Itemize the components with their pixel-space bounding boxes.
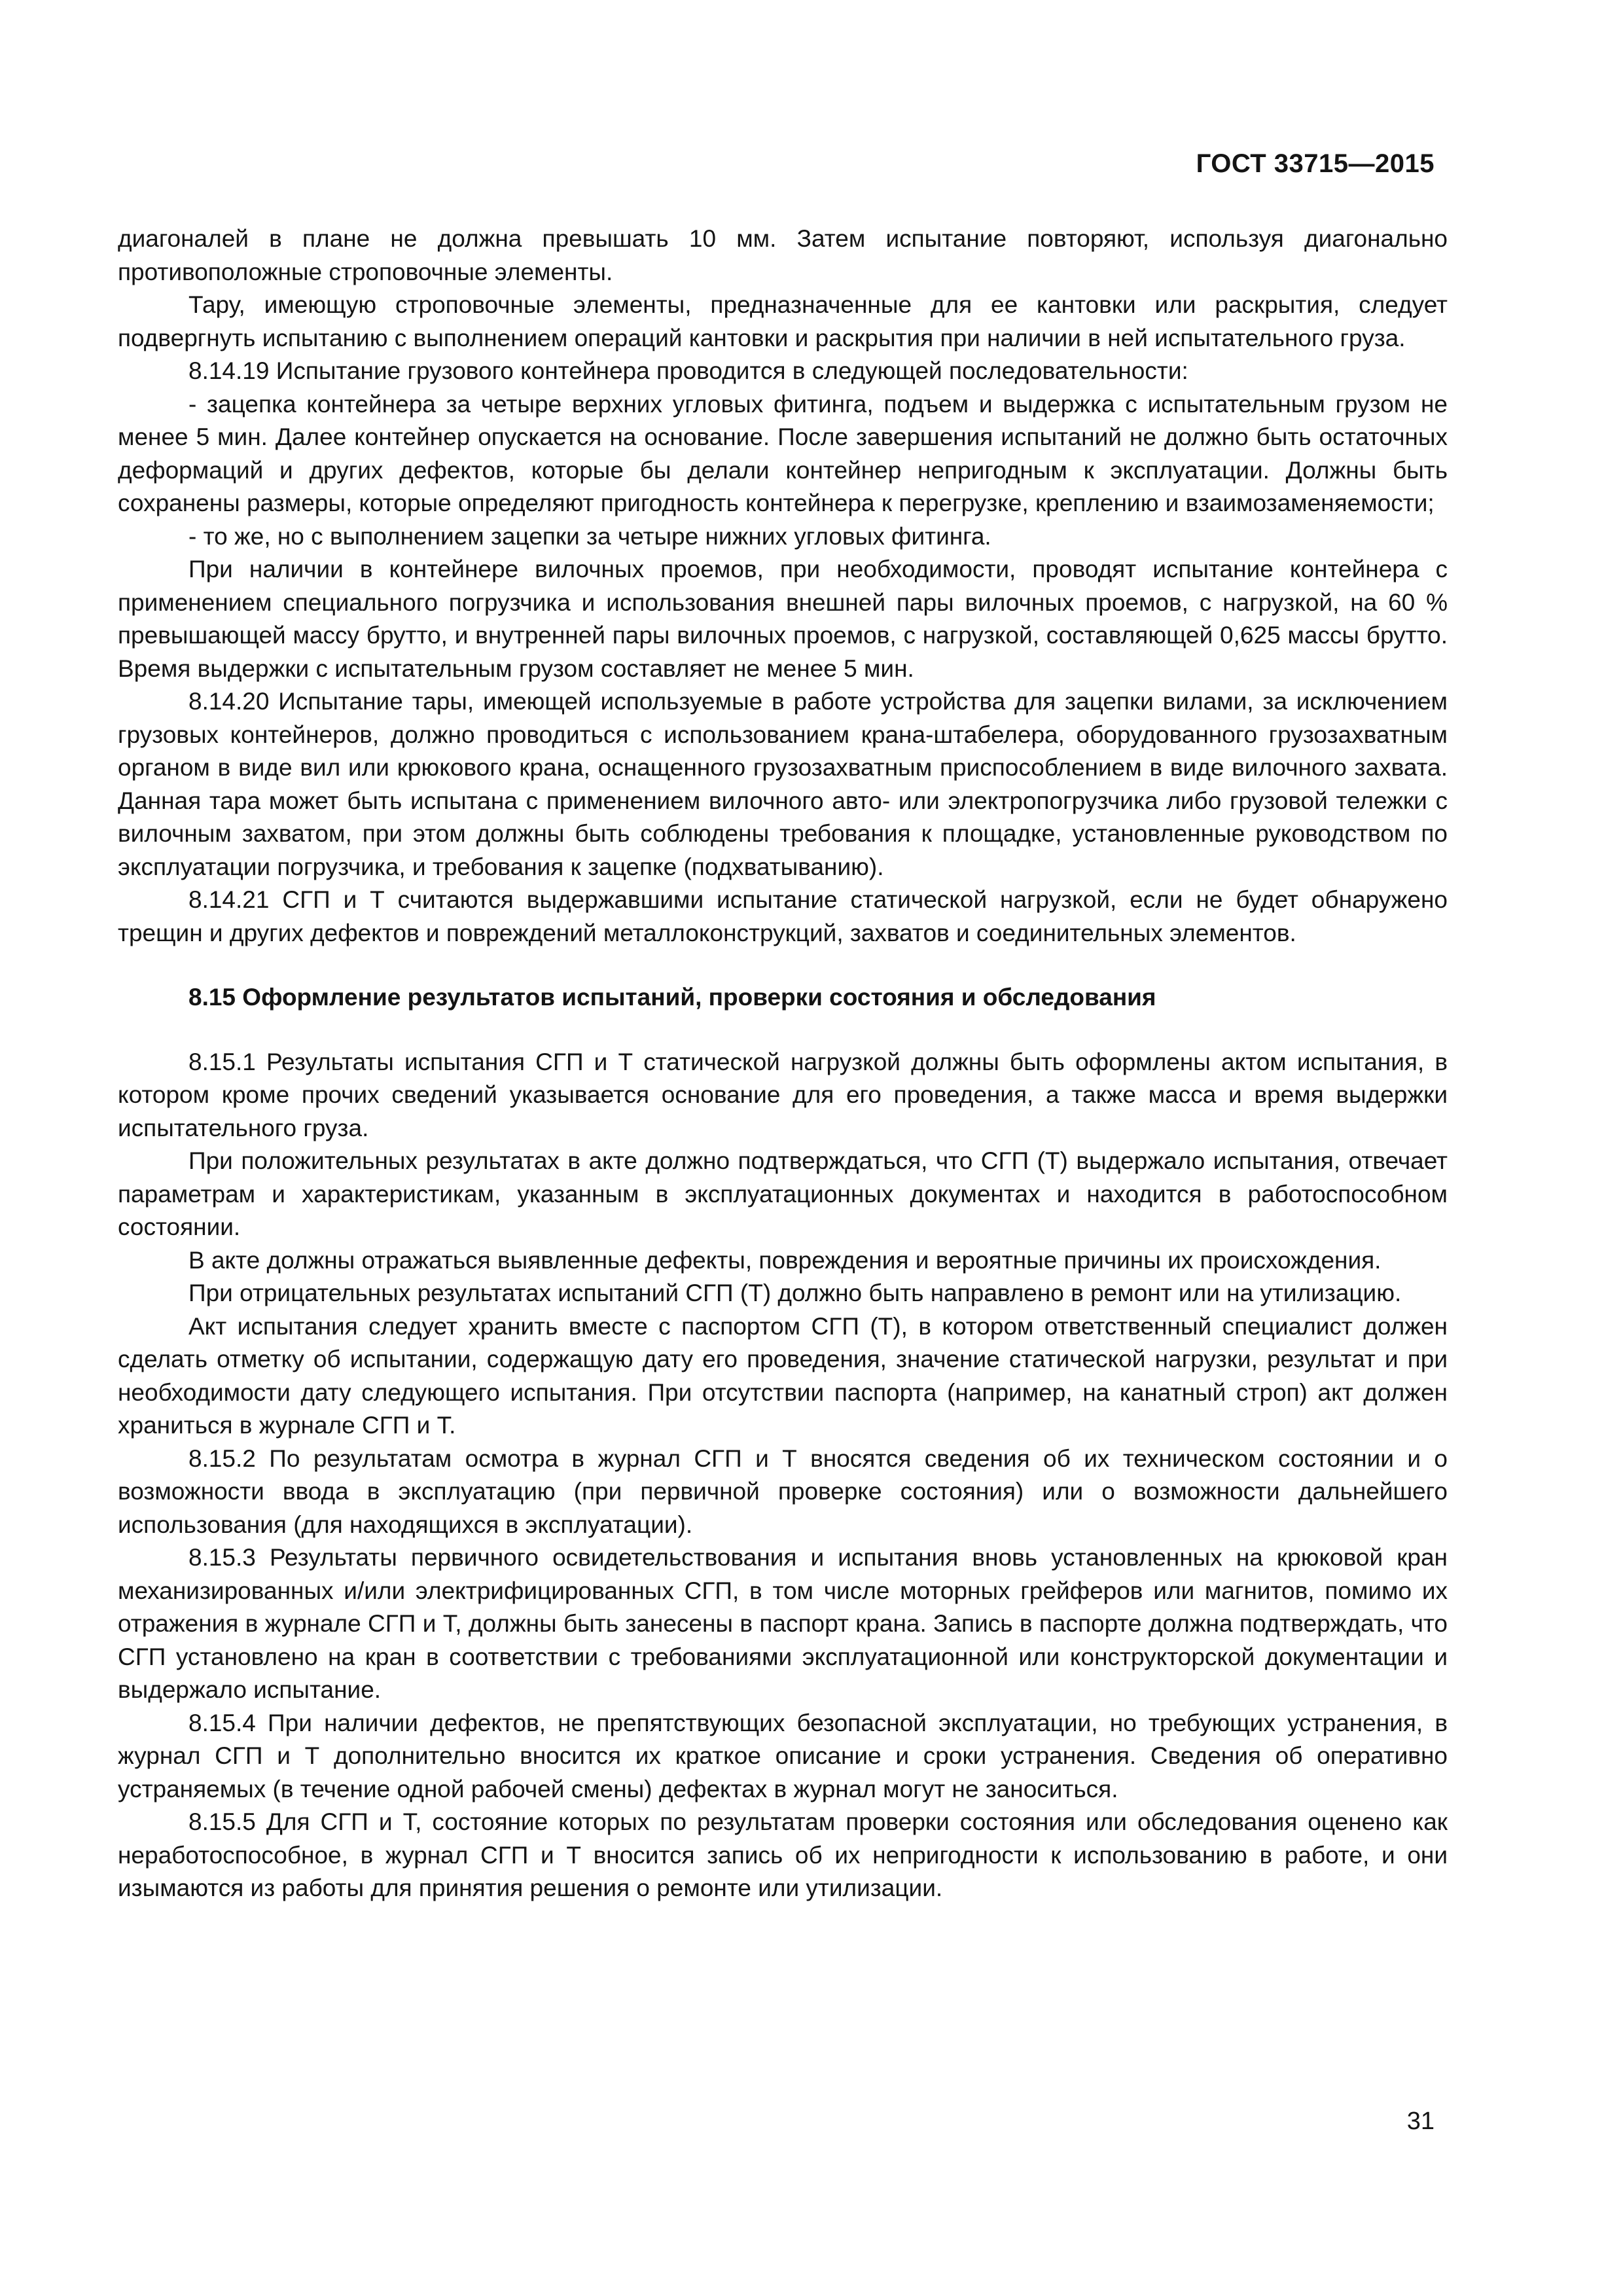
paragraph-8-14-19: 8.14.19 Испытание грузового контейнера проводится в следующей последовательности: — [188, 357, 1188, 384]
paragraph-8-14-20: 8.14.20 Испытание тары, имеющей используемые в работе устройства для зацепки вилами, за исключением грузовых контейнеров, должно проводиться с использованием крана-штабелера, оборудованного грузозахватным органом в виде вил или крюкового крана, оснащенного грузозахватным приспособлением в виде вилочного захвата. Данная тара может быть испытана с применением вилочного авто- или электропогрузчика либо грузовой тележки с вилочным захватом, при этом должны быть соблюдены требования к площадке, установленные руководством по эксплуатации погрузчика, и требования к зацепке (подхватыванию). — [118, 688, 1448, 880]
paragraph-defects-in-act: В акте должны отражаться выявленные дефекты, повреждения и вероятные причины их происхождения. — [188, 1246, 1382, 1274]
paragraph-8-15-5: 8.15.5 Для СГП и Т, состояние которых по результатам проверки состояния или обследования оценено как неработоспособное, в журнал СГП и Т вносится запись об их непригодности к использованию в работе, и они изымаются из работы для принятия решения о ремонте или утилизации. — [118, 1808, 1448, 1901]
document-header: ГОСТ 33715—2015 — [1196, 149, 1435, 178]
paragraph-negative-results: При отрицательных результатах испытаний СГП (Т) должно быть направлено в ремонт или на утилизацию. — [188, 1280, 1402, 1306]
paragraph-8-15-4: 8.15.4 При наличии дефектов, не препятствующих безопасной эксплуатации, но требующих устранения, в журнал СГП и Т дополнительно вносится их краткое описание и сроки устранения. Сведения об оперативно устраняемых (в течение одной рабочей смены) дефектах в журнал могут не заноситься. — [118, 1709, 1448, 1803]
list-item-upper-fittings: - зацепка контейнера за четыре верхних угловых фитинга, подъем и выдержка с испытательным грузом не менее 5 мин. Далее контейнер опускается на основание. После завершения испытаний не должно быть остаточных деформаций и других дефектов, которые бы делали контейнер непригодным к эксплуатации. Должны быть сохранены размеры, которые определяют пригодность контейнера к перегрузке, креплению и взаимозаменяемости; — [118, 390, 1448, 516]
paragraph-8-15-3: 8.15.3 Результаты первичного освидетельствования и испытания вновь установленных на крюковой кран механизированных и/или электрифицированных СГП, в том числе моторных грейферов или магнитов, помимо их отражения в журнале СГП и Т, должны быть занесены в паспорт крана. Запись в паспорте должна подтверждать, что СГП установлено на кран в соответствии с требованиями эксплуатационной или конструкторской документации и выдержало испытание. — [118, 1544, 1448, 1703]
document-body — [118, 223, 1448, 1905]
page-number: 31 — [1406, 2108, 1435, 2135]
paragraph-8-15-1: 8.15.1 Результаты испытания СГП и Т статической нагрузкой должны быть оформлены актом испытания, в котором кроме прочих сведений указывается основание для его проведения, а также масса и время выдержки испытательного груза. — [118, 1048, 1448, 1141]
paragraph-continuation: диагоналей в плане не должна превышать 10 мм. Затем испытание повторяют, используя диагонально противоположные строповочные элементы. — [118, 225, 1448, 285]
paragraph-positive-results: При положительных результатах в акте должно подтверждаться, что СГП (Т) выдержало испытания, отвечает параметрам и характеристикам, указанным в эксплуатационных документах и находится в работоспособном состоянии. — [118, 1147, 1448, 1240]
paragraph-8-14-21: 8.14.21 СГП и Т считаются выдержавшими испытание статической нагрузкой, если не будет обнаружено трещин и других дефектов и повреждений металлоконструкций, захватов и соединительных элементов. — [118, 886, 1448, 946]
list-item-lower-fittings: - то же, но с выполнением зацепки за четыре нижних угловых фитинга. — [188, 522, 991, 550]
paragraph-tara-kantovka: Тару, имеющую строповочные элементы, предназначенные для ее кантовки или раскрытия, следует подвергнуть испытанию с выполнением операций кантовки и раскрытия при наличии в ней испытательного груза. — [118, 291, 1448, 351]
section-heading-8-15: 8.15 Оформление результатов испытаний, проверки состояния и обследования — [188, 984, 1156, 1011]
paragraph-8-15-2: 8.15.2 По результатам осмотра в журнал СГП и Т вносятся сведения об их техническом состоянии и о возможности ввода в эксплуатацию (при первичной проверке состояния) или о возможности дальнейшего использования (для находящихся в эксплуатации). — [118, 1444, 1448, 1538]
paragraph-fork-pockets: При наличии в контейнере вилочных проемов, при необходимости, проводят испытание контейнера с применением специального погрузчика и использования внешней пары вилочных проемов, с нагрузкой, на 60 % превышающей массу брутто, и внутренней пары вилочных проемов, с нагрузкой, составляющей 0,625 массы брутто. Время выдержки с испытательным грузом составляет не менее 5 мин. — [118, 556, 1448, 682]
paragraph-act-storage: Акт испытания следует хранить вместе с паспортом СГП (Т), в котором ответственный специалист должен сделать отметку об испытании, содержащую дату его проведения, значение статической нагрузки, результат и при необходимости дату следующего испытания. При отсутствии паспорта (например, на канатный строп) акт должен храниться в журнале СГП и Т. — [118, 1312, 1448, 1439]
